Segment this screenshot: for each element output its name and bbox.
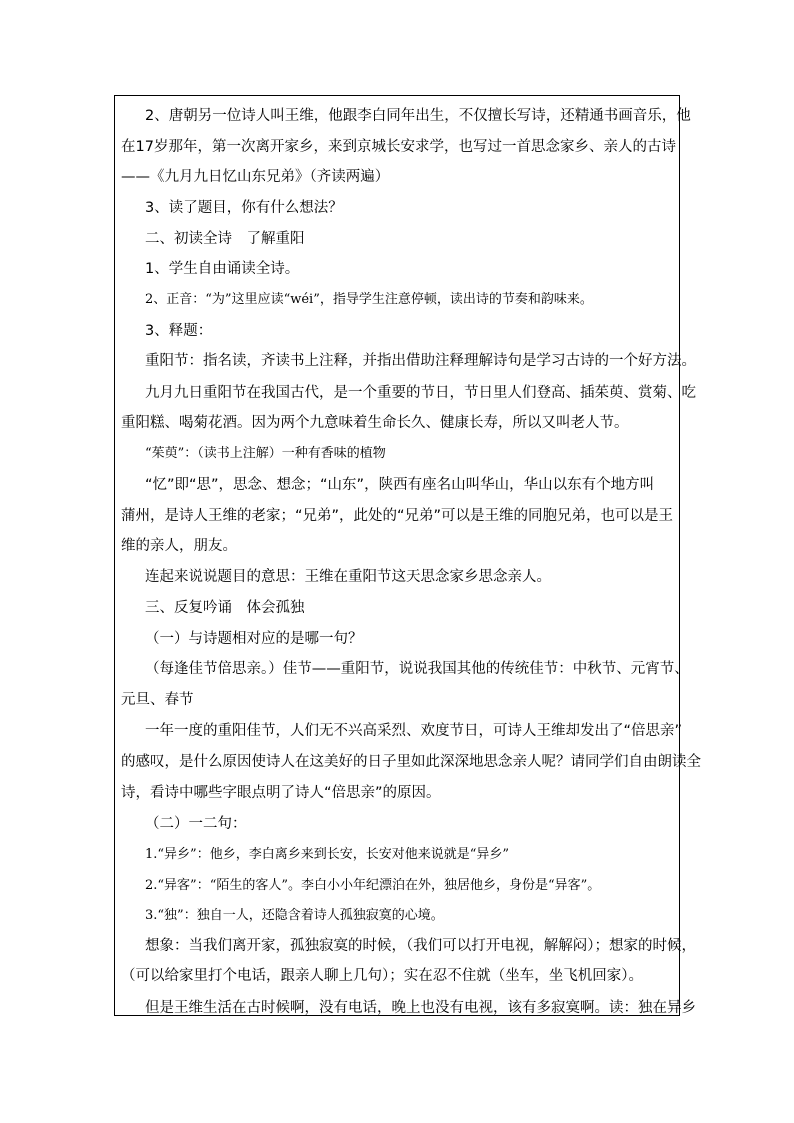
text-line: 2、正音：“为”这里应读“wéi”，指导学生注意停顿，读出诗的节奏和韵味来。 (145, 292, 593, 307)
text-line: 1.“异乡”：他乡，李白离乡来到长安，长安对他来说就是“异乡” (145, 847, 509, 862)
text-line: 重阳节：指名读，齐读书上注释，并指出借助注释理解诗句是学习古诗的一个好方法。 (145, 353, 696, 369)
text-line: 3、释题： (145, 323, 213, 339)
text-line: （一）与诗题相对应的是哪一句？ (145, 631, 363, 647)
text-line: 维的亲人，朋友。 (121, 538, 237, 554)
text-line: 蒲州，是诗人王维的老家；“兄弟”，此处的“兄弟”可以是王维的同胞兄弟，也可以是王 (121, 508, 674, 524)
text-line: （可以给家里打个电话，跟亲人聊上几句）；实在忍不住就（坐车，坐飞机回家）。 (121, 968, 643, 984)
text-line: 一年一度的重阳佳节，人们无不兴高采烈、欢度节日，可诗人王维却发出了“倍思亲” (145, 723, 683, 739)
text-line: 3、读了题目，你有什么想法？ (145, 200, 343, 216)
lesson-plan-table-cell (114, 95, 701, 1016)
text-line: 诗，看诗中哪些字眼点明了诗人“倍思亲”的原因。 (121, 785, 441, 801)
text-line: 九月九日重阳节在我国古代，是一个重要的节日，节日里人们登高、插茱萸、赏菊、吃 (145, 385, 696, 401)
text-line: “忆”即“思”，思念、想念；“山东”，陕西有座名山叫华山，华山以东有个地方叫 (145, 477, 655, 493)
text-line: 连起来说说题目的意思：王维在重阳节这天思念家乡思念亲人。 (145, 569, 551, 585)
text-line: 想象：当我们离开家，孤独寂寞的时候，（我们可以打开电视，解解闷）；想家的时候， (145, 938, 696, 954)
text-line: 2.“异客”：“陌生的客人”。李白小小年纪漂泊在外，独居他乡，身份是“异客”。 (145, 878, 601, 893)
text-line: 2、唐朝另一位诗人叫王维，他跟李白同年出生，不仅擅长写诗，还精通书画音乐，他 (145, 108, 691, 124)
text-line: “茱萸”：（读书上注解）一种有香味的植物 (145, 446, 386, 461)
text-line: （每逢佳节倍思亲。）佳节——重阳节，说说我国其他的传统佳节：中秋节、元宵节、 (145, 661, 689, 677)
text-line: 在17岁那年，第一次离开家乡，来到京城长安求学，也写过一首思念家乡、亲人的古诗 (121, 139, 676, 155)
text-line: 1、学生自由诵读全诗。 (145, 261, 300, 277)
text-line: 3.“独”：独自一人，还隐含着诗人孤独寂寞的心境。 (145, 908, 444, 923)
text-line: 元旦、春节 (121, 692, 194, 708)
text-line: 但是王维生活在古时候啊，没有电话，晚上也没有电视，该有多寂寞啊。读：独在异乡 (145, 1000, 696, 1016)
text-line: 重阳糕、喝菊花酒。因为两个九意味着生命长久、健康长寿，所以又叫老人节。 (121, 415, 629, 431)
text-line: 的感叹，是什么原因使诗人在这美好的日子里如此深深地思念亲人呢？请同学们自由朗读全 (121, 754, 701, 770)
text-line: （二）一二句： (145, 816, 247, 832)
section-heading: 三、反复吟诵 体会孤独 (145, 600, 305, 616)
text-line: ——《九月九日忆山东兄弟》（齐读两遍） (121, 169, 390, 185)
section-heading: 二、初读全诗 了解重阳 (145, 231, 305, 247)
